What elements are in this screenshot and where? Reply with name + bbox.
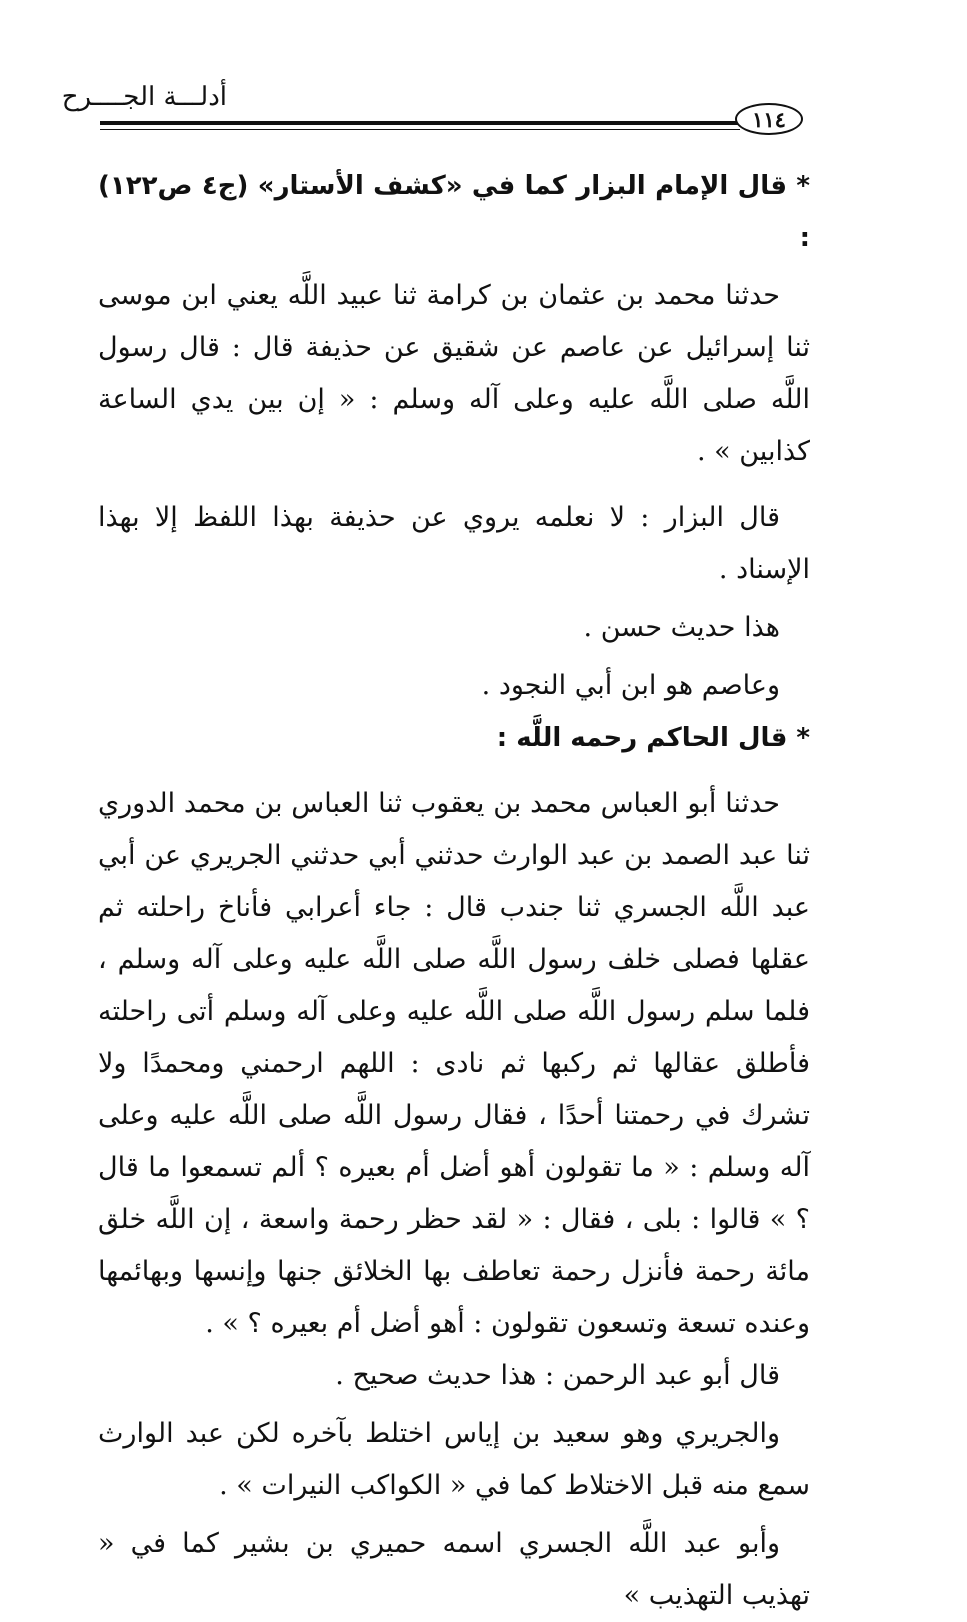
- running-title: أدلـــة الجــــرح: [61, 82, 227, 112]
- paragraph-hadith-hakim: حدثنا أبو العباس محمد بن يعقوب ثنا العباس بن محمد الدوري ثنا عبد الصمد بن عبد الوارث حدثني أبي حدثني الجريري عن أبي عبد اللَّه الجسري ثنا جندب قال : جاء أعرابي فأناخ راحلته ثم عقلها فصلى خلف رسول اللَّه صلى اللَّه عليه وعلى آله وسلم ، فلما سلم رسول اللَّه صلى اللَّه عليه وعلى آله وسلم أتى راحلته فأطلق عقالها ثم ركبها ثم نادى : اللهم ارحمني ومحمدًا ولا تشرك في رحمتنا أحدًا ، فقال رسول اللَّه صلى اللَّه عليه وعلى آله وسلم : « ما تقولون أهو أضل أم بعيره ؟ ألم تسمعوا ما قال ؟ » قالوا : بلى ، فقال : « لقد حظر رحمة واسعة ، إن اللَّه خلق مائة رحمة فأنزل رحمة تعاطف بها الخلائق جنها وإنسها وبهائمها وعنده تسعة وتسعون تقولون : أهو أضل أم بعيره ؟ » .: [98, 788, 810, 1339]
- section-heading-bazzar: * قال الإمام البزار كما في «كشف الأستار» (ج٤ ص١٢٢) :: [98, 171, 810, 253]
- section-heading-hakim: * قال الحاكم رحمه اللَّه :: [496, 723, 810, 753]
- paragraph-narrator-note: وعاصم هو ابن أبي النجود .: [481, 670, 780, 701]
- paragraph-hakim-grading: قال أبو عبد الرحمن : هذا حديث صحيح .: [335, 1360, 780, 1391]
- paragraph-jurayri-note: والجريري وهو سعيد بن إياس اختلط بآخره لكن عبد الوارث سمع منه قبل الاختلاط كما في « الكواكب النيرات » .: [98, 1418, 810, 1501]
- page-number-badge: ١١٤: [735, 103, 803, 135]
- paragraph-hadith-bazzar: حدثنا محمد بن عثمان بن كرامة ثنا عبيد اللَّه يعني ابن موسى ثنا إسرائيل عن عاصم عن شقيق عن حذيفة قال : قال رسول اللَّه صلى اللَّه عليه وعلى آله وسلم : « إن بين يدي الساعة كذابين » .: [98, 280, 810, 467]
- paragraph-bazzar-comment: قال البزار : لا نعلمه يروي عن حذيفة بهذا اللفظ إلا بهذا الإسناد .: [98, 502, 810, 585]
- page-body: [98, 160, 810, 1622]
- paragraph-grading: هذا حديث حسن .: [583, 612, 780, 643]
- header-rule-thin: [100, 129, 740, 130]
- header-rule-thick: [100, 121, 740, 125]
- paragraph-jasri-note: وأبو عبد اللَّه الجسري اسمه حميري بن بشير كما في « تهذيب التهذيب »: [98, 1528, 810, 1611]
